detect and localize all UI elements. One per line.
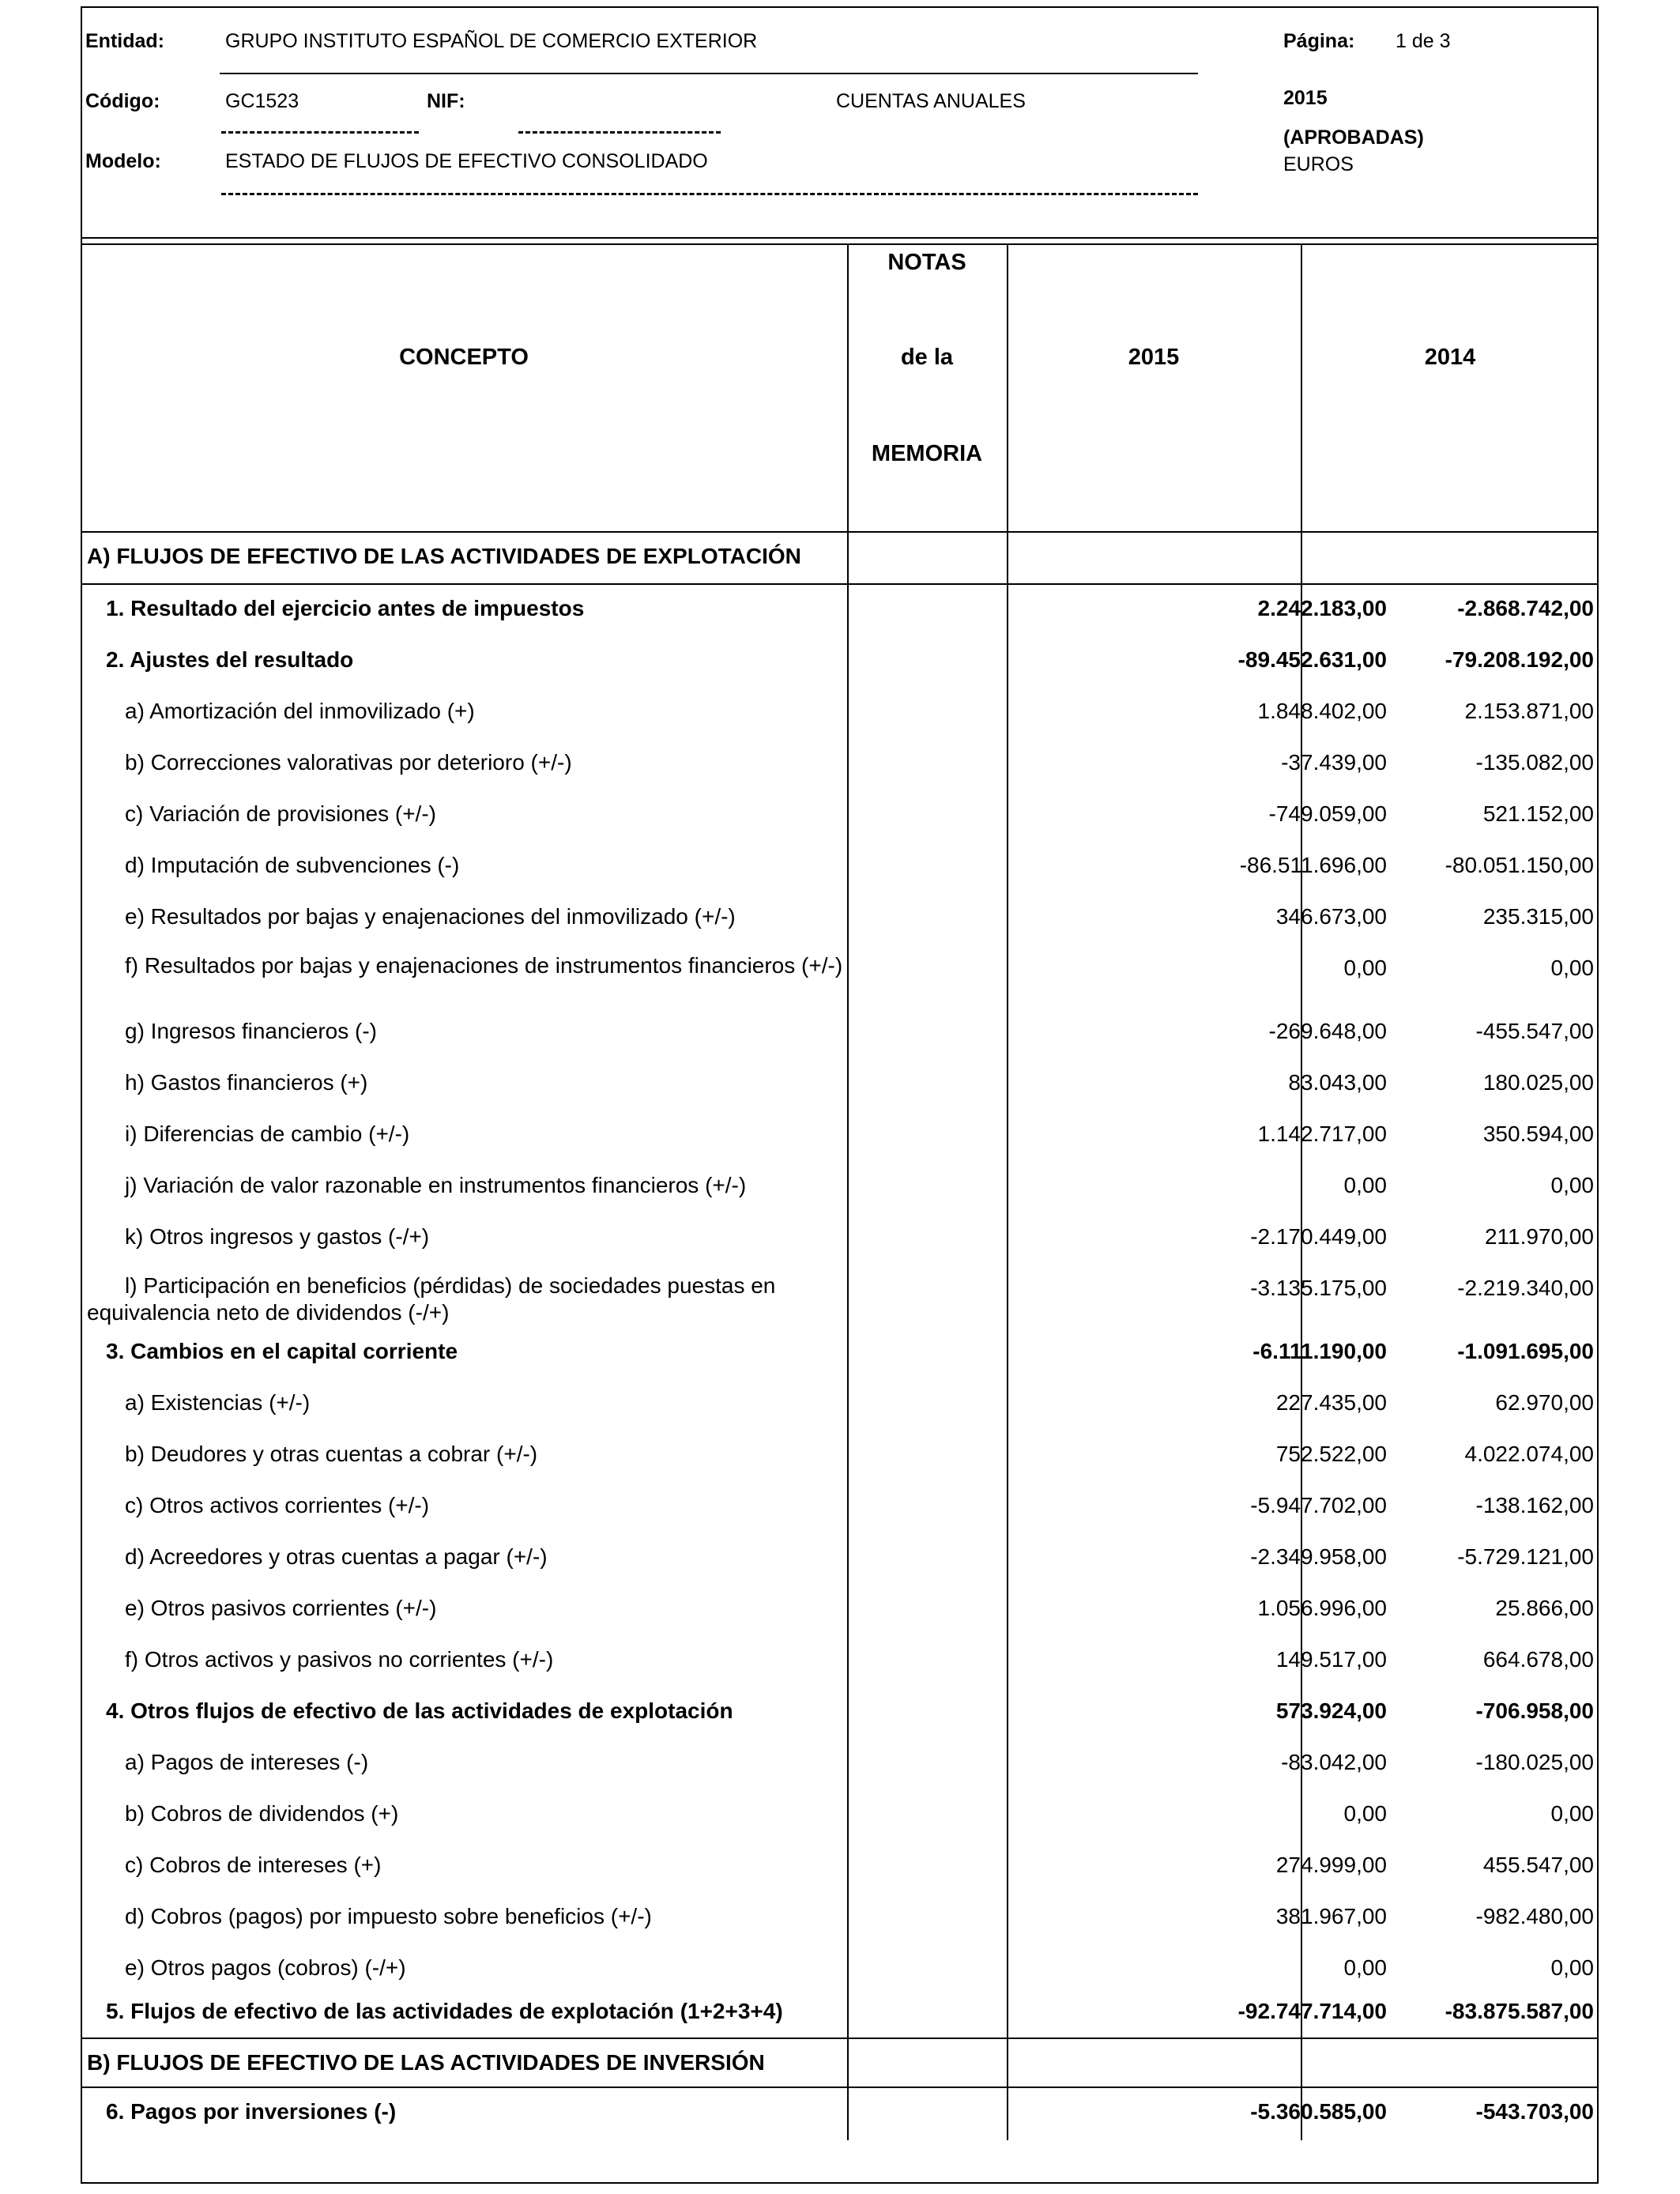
table-row (82, 636, 1597, 687)
table-row (82, 1162, 1597, 1212)
row-label: f) Resultados por bajas y enajenaciones de instrumentos financieros (+/-) (125, 953, 843, 978)
row-value-2014: 62.970,00 (1495, 1390, 1594, 1415)
table-row (82, 1110, 1597, 1161)
row-label: e) Otros pasivos corrientes (+/-) (125, 1596, 437, 1620)
table-row (82, 944, 1597, 1008)
row-value-2015: 1.056.996,00 (1257, 1596, 1387, 1620)
entidad-value: GRUPO INSTITUTO ESPAÑOL DE COMERCIO EXTERIOR (225, 30, 758, 52)
row-value-2014: -135.082,00 (1475, 750, 1594, 775)
row-label: c) Otros activos corrientes (+/-) (125, 1493, 430, 1517)
row-value-2015: 149.517,00 (1275, 1647, 1387, 1672)
row-label: c) Cobros de intereses (+) (125, 1853, 382, 1877)
row-value-2015: -3.135.175,00 (1250, 1276, 1387, 1300)
row-value-2015: -2.349.958,00 (1250, 1544, 1387, 1569)
row-label: d) Imputación de subvenciones (-) (125, 853, 460, 877)
table-row (82, 1687, 1597, 1738)
row-label: i) Diferencias de cambio (+/-) (125, 1122, 410, 1146)
pagina-label: Página: (1283, 30, 1355, 52)
row-value-2014: 25.866,00 (1495, 1596, 1594, 1620)
table-row (82, 1328, 1597, 1378)
row-value-2015: 227.435,00 (1275, 1390, 1387, 1415)
modelo-dashes (221, 193, 1198, 195)
row-label: h) Gastos financieros (+) (125, 1070, 368, 1095)
row-label: d) Acreedores y otras cuentas a pagar (+/-) (125, 1544, 548, 1569)
row-value-2014: 211.970,00 (1484, 1224, 1594, 1249)
row-value-2014: -80.051.150,00 (1445, 853, 1594, 877)
row-label: b) Cobros de dividendos (+) (125, 1801, 399, 1826)
row-value-2015: -269.648,00 (1268, 1019, 1387, 1043)
header-separator (81, 237, 1599, 239)
row-value-2015: -92.747.714,00 (1237, 1999, 1387, 2023)
row-value-2015: 752.522,00 (1275, 1442, 1387, 1466)
entidad-label: Entidad: (85, 30, 164, 52)
table-row (82, 585, 1597, 635)
table-row (82, 1842, 1597, 1892)
row-label: g) Ingresos financieros (-) (125, 1019, 378, 1043)
row-label: a) Amortización del inmovilizado (+) (125, 699, 475, 723)
entidad-underline (220, 73, 1198, 74)
row-value-2015: -89.452.631,00 (1237, 647, 1387, 672)
table-row (82, 1636, 1597, 1687)
table-top-border (81, 243, 1599, 245)
row-value-2014: -138.162,00 (1475, 1493, 1594, 1517)
row-value-2015: -86.511.696,00 (1239, 853, 1387, 877)
table-row (82, 1585, 1597, 1635)
row-value-2014: 0,00 (1550, 1173, 1594, 1197)
table-row (82, 1265, 1597, 1328)
row-value-2015: -5.947.702,00 (1250, 1493, 1387, 1517)
table-row (82, 1988, 1597, 2038)
row-label: B) FLUJOS DE EFECTIVO DE LAS ACTIVIDADES DE INVERSIÓN (87, 2050, 765, 2075)
row-value-2015: -5.360.585,00 (1250, 2099, 1387, 2124)
row-label: e) Otros pagos (cobros) (-/+) (125, 1955, 406, 1980)
row-label: a) Existencias (+/-) (125, 1390, 311, 1415)
table-row (82, 1059, 1597, 1110)
row-value-2015: 573.924,00 (1275, 1698, 1387, 1723)
row-value-2014: -79.208.192,00 (1445, 647, 1594, 672)
row-value-2015: 381.967,00 (1275, 1904, 1387, 1928)
row-value-2014: -1.091.695,00 (1457, 1339, 1594, 1363)
table-row (82, 739, 1597, 790)
col-header-2014: 2014 (1424, 345, 1476, 370)
table-row (82, 533, 1597, 583)
table-row (82, 1213, 1597, 1264)
row-value-2014: -543.703,00 (1475, 2099, 1594, 2124)
row-value-2015: -2.170.449,00 (1250, 1224, 1387, 1249)
codigo-value: GC1523 (225, 90, 299, 112)
row-value-2015: 0,00 (1343, 1955, 1387, 1980)
table-row (82, 688, 1597, 738)
row-value-2014: -706.958,00 (1475, 1698, 1594, 1723)
row-value-2014: -2.868.742,00 (1457, 596, 1594, 620)
row-label: l) Participación en beneficios (pérdidas) de sociedades puestas en equivalencia neto de dividendos (-/+) (87, 1273, 776, 1325)
row-value-2014: -83.875.587,00 (1445, 1999, 1594, 2023)
row-value-2015: 0,00 (1343, 956, 1387, 980)
row-value-2014: 0,00 (1550, 1801, 1594, 1826)
col-header-notas-2: de la (900, 345, 954, 370)
row-label: b) Deudores y otras cuentas a cobrar (+/-) (125, 1442, 538, 1466)
row-value-2015: -6.111.190,00 (1252, 1339, 1387, 1363)
row-value-2014: -2.219.340,00 (1457, 1276, 1594, 1300)
col-header-notas-3: MEMORIA (871, 441, 983, 466)
row-label: j) Variación de valor razonable en instrumentos financieros (+/-) (125, 1173, 747, 1197)
row-label: 4. Otros flujos de efectivo de las actividades de explotación (106, 1698, 733, 1723)
row-value-2015: 1.142.717,00 (1257, 1122, 1387, 1146)
nif-label: NIF: (427, 90, 465, 112)
currency-label: EUROS (1283, 153, 1354, 175)
row-value-2015: 2.242.183,00 (1257, 596, 1387, 620)
row-value-2014: 0,00 (1550, 1955, 1594, 1980)
row-value-2015: -83.042,00 (1281, 1750, 1387, 1774)
row-label: 6. Pagos por inversiones (-) (106, 2099, 397, 2124)
table-row (82, 1379, 1597, 1430)
row-label: A) FLUJOS DE EFECTIVO DE LAS ACTIVIDADES DE EXPLOTACIÓN (87, 544, 801, 568)
col-header-concepto: CONCEPTO (399, 345, 529, 370)
row-value-2014: 4.022.074,00 (1464, 1442, 1594, 1466)
table-row (82, 1482, 1597, 1532)
nif-dashes (518, 131, 721, 134)
pagina-value: 1 de 3 (1396, 30, 1451, 52)
header-year: 2015 (1283, 87, 1328, 109)
row-value-2014: 0,00 (1550, 956, 1594, 980)
row-label: f) Otros activos y pasivos no corrientes (+/-) (125, 1647, 554, 1672)
col-header-2015: 2015 (1128, 345, 1180, 370)
table-row (82, 842, 1597, 892)
modelo-label: Modelo: (85, 150, 161, 172)
row-label: 2. Ajustes del resultado (106, 647, 354, 672)
row-label: c) Variación de provisiones (+/-) (125, 801, 436, 826)
row-value-2014: 235.315,00 (1482, 904, 1594, 929)
row-value-2015: 83.043,00 (1288, 1070, 1387, 1095)
table-row (82, 2088, 1597, 2139)
table-row (82, 2039, 1597, 2090)
row-label: k) Otros ingresos y gastos (-/+) (125, 1224, 430, 1249)
row-value-2015: 346.673,00 (1275, 904, 1387, 929)
table-row (82, 1739, 1597, 1789)
table-row (82, 790, 1597, 841)
row-value-2014: 180.025,00 (1482, 1070, 1594, 1095)
row-value-2014: -180.025,00 (1475, 1750, 1594, 1774)
col-header-notas-1: NOTAS (887, 250, 966, 275)
row-value-2014: 350.594,00 (1482, 1122, 1594, 1146)
row-value-2015: -749.059,00 (1268, 801, 1387, 826)
modelo-value: ESTADO DE FLUJOS DE EFECTIVO CONSOLIDADO (225, 150, 708, 172)
table-row (82, 1533, 1597, 1584)
row-label: d) Cobros (pagos) por impuesto sobre beneficios (+/-) (125, 1904, 652, 1928)
row-value-2014: -455.547,00 (1475, 1019, 1594, 1043)
row-value-2014: 521.152,00 (1482, 801, 1594, 826)
row-label: 5. Flujos de efectivo de las actividades de explotación (1+2+3+4) (106, 1999, 783, 2023)
row-value-2014: 455.547,00 (1482, 1853, 1594, 1877)
row-value-2014: -5.729.121,00 (1457, 1544, 1594, 1569)
row-value-2014: 664.678,00 (1482, 1647, 1594, 1672)
table-row (82, 1008, 1597, 1058)
row-value-2015: 0,00 (1343, 1801, 1387, 1826)
codigo-label: Código: (85, 90, 160, 112)
row-label: b) Correcciones valorativas por deterioro (+/-) (125, 750, 572, 775)
table-row (82, 1790, 1597, 1841)
cuentas-anuales: CUENTAS ANUALES (836, 90, 1026, 112)
table-row (82, 1431, 1597, 1481)
row-value-2015: -37.439,00 (1281, 750, 1387, 775)
row-value-2015: 0,00 (1343, 1173, 1387, 1197)
row-value-2014: -982.480,00 (1475, 1904, 1594, 1928)
row-label: e) Resultados por bajas y enajenaciones del inmovilizado (+/-) (125, 904, 736, 929)
row-value-2015: 274.999,00 (1275, 1853, 1387, 1877)
row-label: 3. Cambios en el capital corriente (106, 1339, 458, 1363)
table-row (82, 893, 1597, 944)
codigo-dashes (221, 131, 419, 134)
table-row (82, 1893, 1597, 1943)
row-label: 1. Resultado del ejercicio antes de impuestos (106, 596, 585, 620)
row-value-2014: 2.153.871,00 (1464, 699, 1594, 723)
aprobadas-label: (APROBADAS) (1283, 126, 1424, 149)
row-label: a) Pagos de intereses (-) (125, 1750, 369, 1774)
row-value-2015: 1.848.402,00 (1257, 699, 1387, 723)
